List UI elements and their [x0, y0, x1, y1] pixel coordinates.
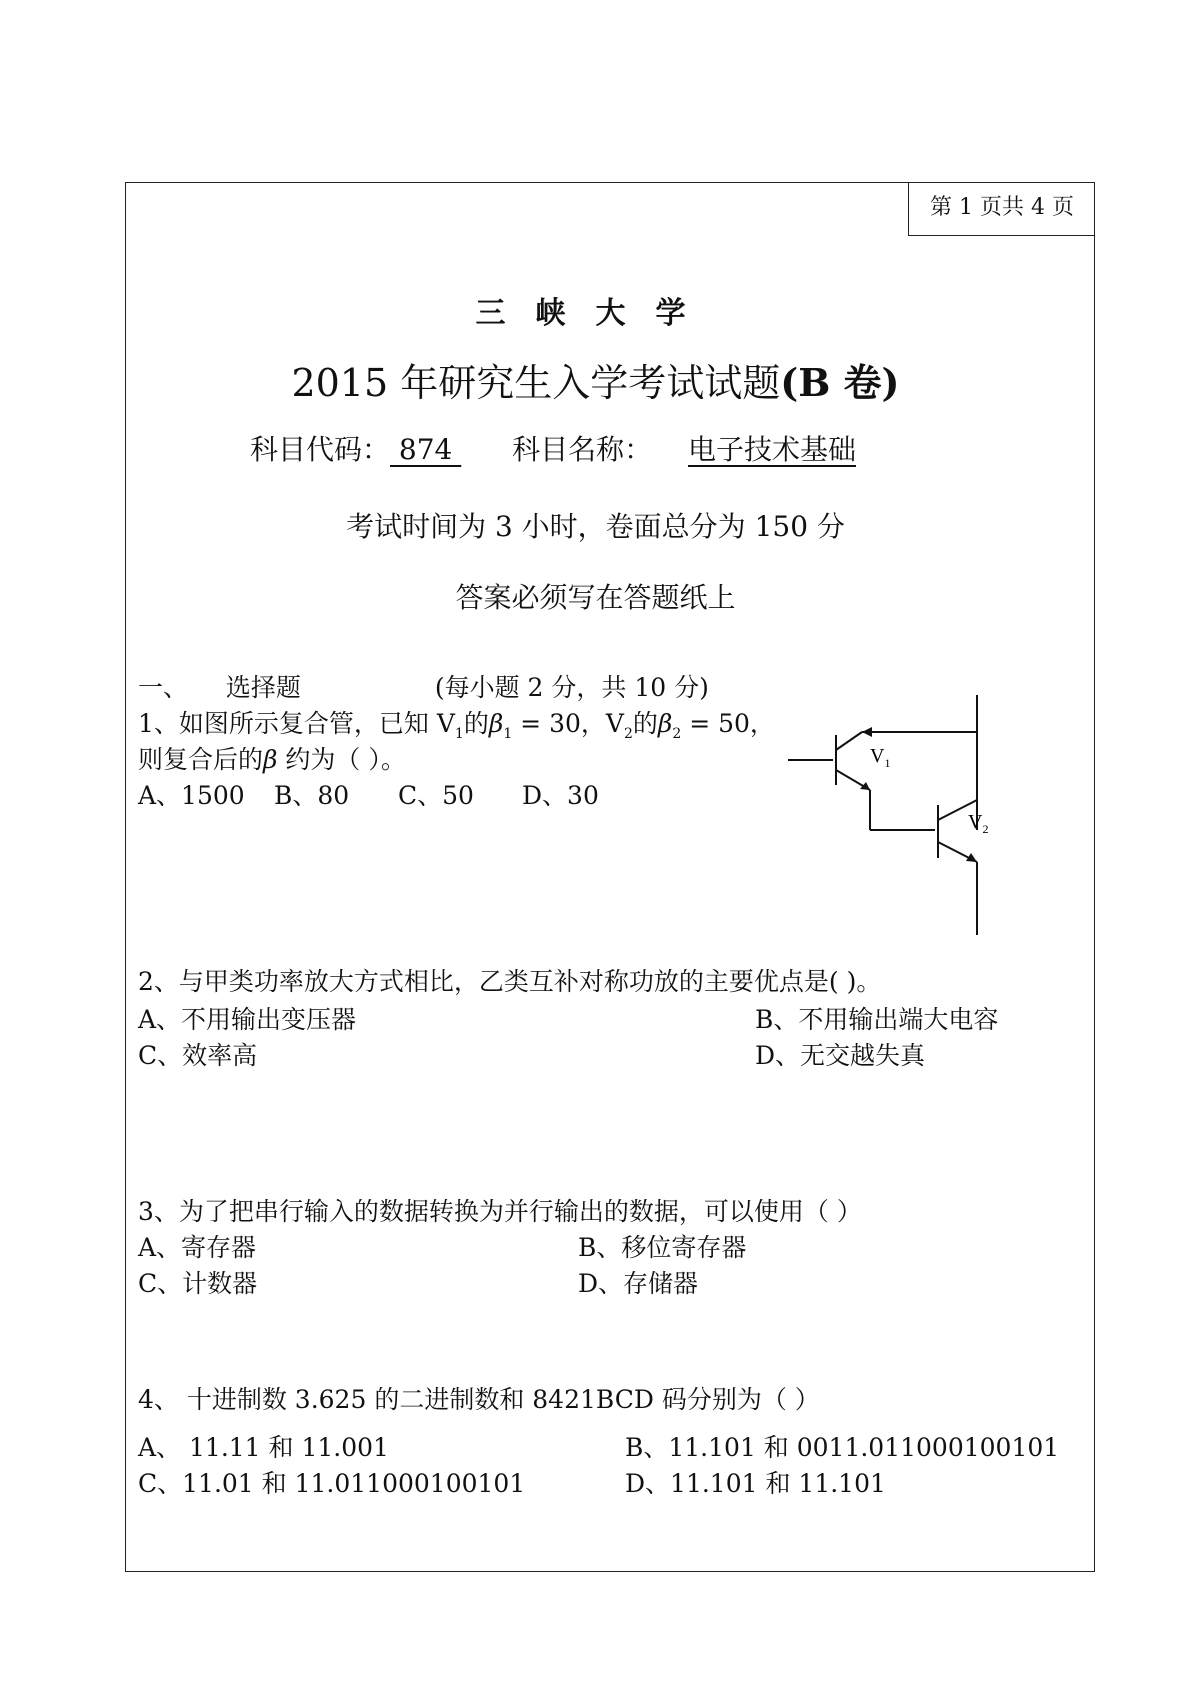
q1-part: = 50， [681, 709, 775, 738]
q1-option-d: D、30 [522, 781, 599, 810]
subject-code-value: 874 [390, 433, 462, 466]
q4-text: 4、 十进制数 3.625 的二进制数和 8421BCD 码分别为（ ） [138, 1385, 820, 1414]
q4-option-c: C、11.01 和 11.011000100101 [138, 1469, 526, 1498]
q4-option-d: D、11.101 和 11.101 [625, 1469, 886, 1498]
section-title: 选择题 [225, 673, 301, 702]
q2-option-a: A、不用输出变压器 [138, 1005, 357, 1034]
page-indicator: 第 1 页共 4 页 [908, 182, 1095, 236]
exam-time: 考试时间为 3 小时，卷面总分为 150 分 [346, 510, 845, 543]
q1-sub: 1 [454, 726, 464, 742]
exam-title-paper: (B 卷) [780, 360, 900, 405]
q1-option-c: C、50 [398, 781, 474, 810]
q1-option-b: B、80 [274, 781, 350, 810]
label-v1: $V_1$ [870, 745, 891, 770]
q3-option-b: B、移位寄存器 [578, 1233, 747, 1262]
q2-option-c: C、效率高 [138, 1041, 258, 1070]
exam-title-main: 2015 年研究生入学考试试题 [291, 361, 781, 405]
q2-option-b: B、不用输出端大电容 [755, 1005, 999, 1034]
q1-text-line1 [138, 704, 775, 742]
exam-title [0, 352, 1191, 407]
section-number: 一、 [138, 673, 189, 702]
q1-part: 的 [463, 709, 489, 738]
q1-text-line2 [138, 740, 406, 776]
q4-option-a: A、 11.11 和 11.001 [138, 1433, 389, 1462]
beta-symbol: β [263, 745, 278, 774]
label-v2: $V_2$ [968, 811, 989, 836]
subject-code-label: 科目代码： [250, 433, 391, 466]
q3-option-d: D、存储器 [578, 1269, 699, 1298]
q1-part: 则复合后的 [138, 745, 264, 774]
darlington-circuit-diagram [780, 690, 1040, 940]
subject-name-value: 电子技术基础 [688, 433, 857, 466]
q1-part: 约为（ ）。 [277, 745, 406, 774]
subject-line [250, 428, 856, 468]
answer-note: 答案必须写在答题纸上 [455, 581, 736, 614]
q2-text: 2、与甲类功率放大方式相比，乙类互补对称功放的主要优点是( )。 [138, 967, 882, 996]
q3-option-a: A、寄存器 [138, 1233, 257, 1262]
q1-sub: 2 [623, 726, 633, 742]
section-points: (每小题 2 分，共 10 分) [434, 673, 709, 702]
section-header [138, 668, 709, 704]
q1-part: 1、如图所示复合管，已知 V [138, 709, 455, 738]
subject-name-label: 科目名称： [512, 433, 653, 466]
beta-symbol: β [657, 709, 673, 738]
q1-part: 的 [632, 709, 658, 738]
q1-option-a: A、1500 [138, 781, 245, 810]
q1-part: = 30，V [512, 709, 624, 738]
q1-sub: 2 [672, 726, 682, 742]
q2-option-d: D、无交越失真 [755, 1041, 926, 1070]
beta-symbol: β [488, 709, 504, 738]
q3-text: 3、为了把串行输入的数据转换为并行输出的数据，可以使用（ ） [138, 1197, 862, 1226]
q4-option-b: B、11.101 和 0011.011000100101 [625, 1433, 1060, 1462]
q1-sub: 1 [503, 726, 513, 742]
q3-option-c: C、计数器 [138, 1269, 258, 1298]
university-name: 三峡大学 [475, 296, 716, 331]
